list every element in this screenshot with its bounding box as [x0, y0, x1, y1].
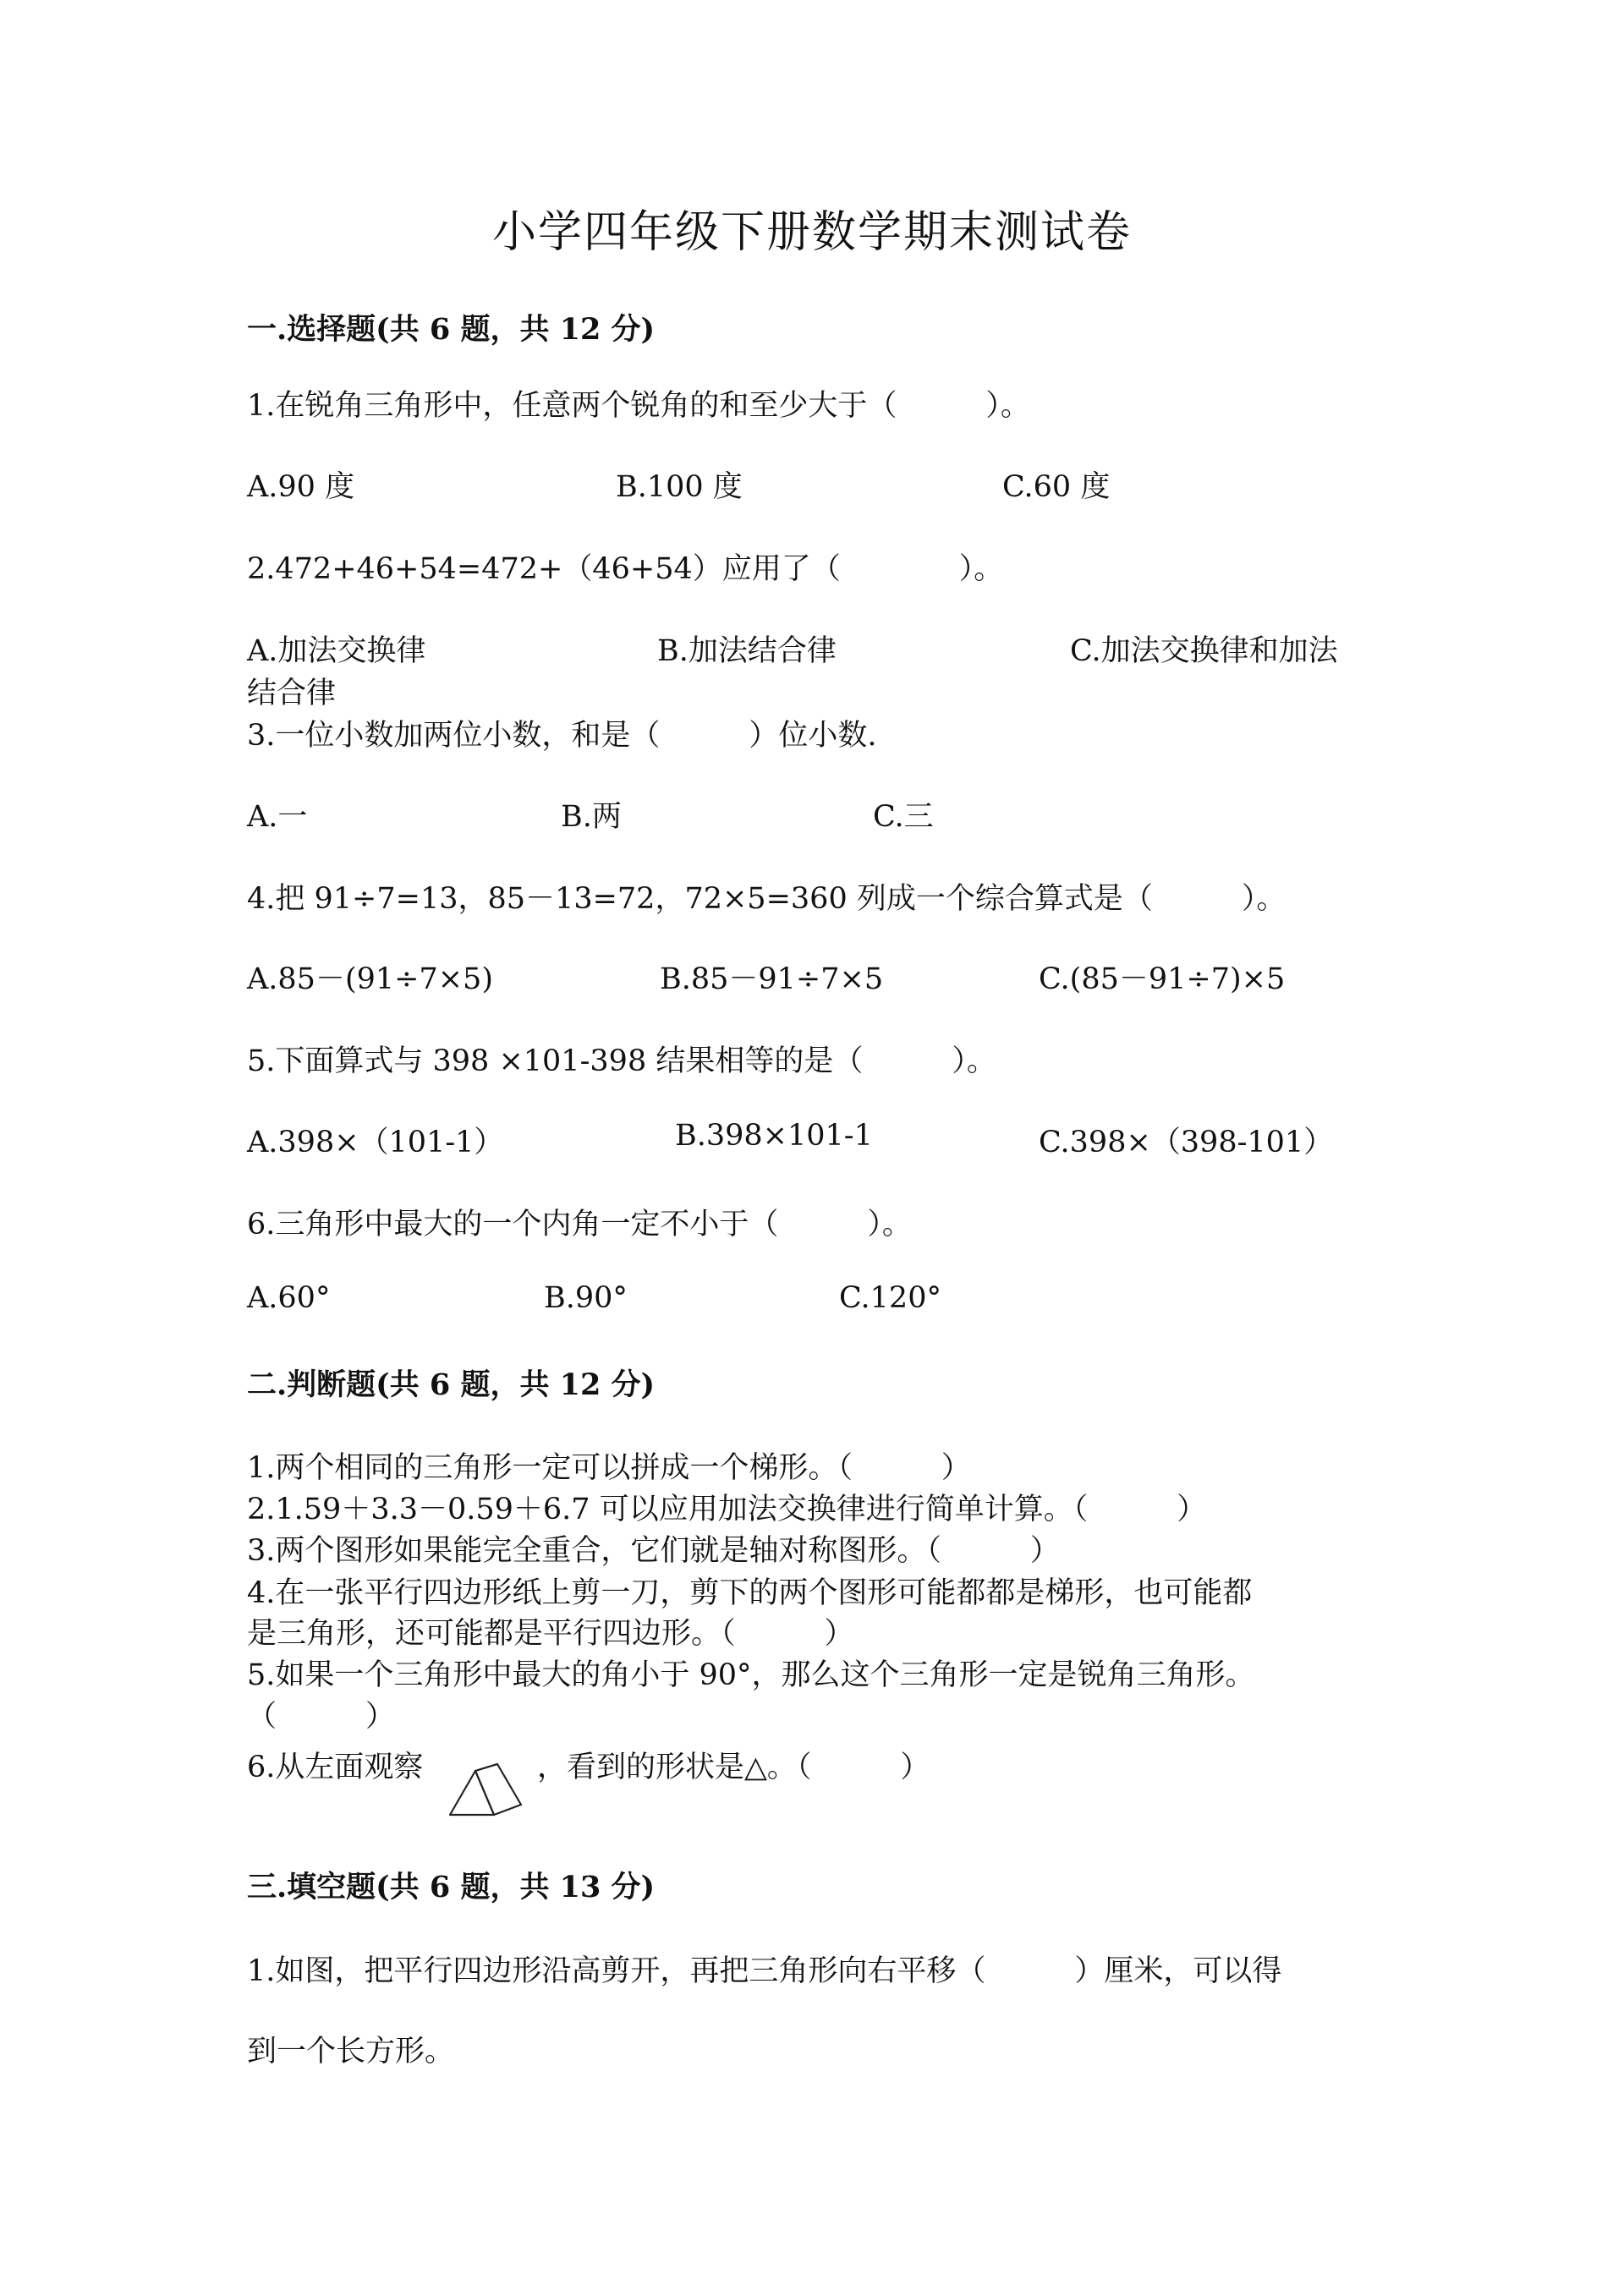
option-c: C.(85－91÷7)×5	[1039, 962, 1286, 996]
option-b: B.398×101-1	[675, 1119, 873, 1153]
question-text: 5.下面算式与 398 ×101-398 结果相等的是（ ）。	[247, 1044, 996, 1078]
option-b: B.85－91÷7×5	[660, 962, 884, 996]
option-b: B.加法结合律	[657, 634, 837, 668]
option-c-wrap: 结合律	[247, 677, 337, 710]
judgement-item-wrap: 是三角形，还可能都是平行四边形。（ ）	[247, 1617, 854, 1651]
option-a: A.398×（101-1）	[247, 1126, 504, 1159]
section-heading-choice: 一.选择题(共 6 题，共 12 分)	[247, 312, 656, 347]
option-a: A.加法交换律	[247, 634, 426, 668]
option-b: B.90°	[544, 1281, 628, 1315]
option-c: C.398×（398-101）	[1039, 1126, 1334, 1159]
question-text: 2.472+46+54=472+（46+54）应用了（ ）。	[247, 552, 1004, 586]
question-text: 3.一位小数加两位小数，和是（ ）位小数.	[247, 719, 877, 753]
option-a: A.85－(91÷7×5)	[247, 962, 493, 996]
judgement-item: 3.两个图形如果能完全重合，它们就是轴对称图形。（ ）	[247, 1534, 1060, 1568]
judgement-item-wrap: （ ）	[247, 1700, 396, 1734]
judgement-item-continuation: ，看到的形状是△。（ ）	[537, 1751, 930, 1784]
question-text: 4.把 91÷7=13，85－13=72，72×5=360 列成一个综合算式是（ ）。	[247, 882, 1287, 916]
judgement-item: 1.两个相同的三角形一定可以拼成一个梯形。（ ）	[247, 1451, 971, 1485]
fill-in-item-wrap: 到一个长方形。	[247, 2035, 455, 2069]
judgement-item: 2.1.59＋3.3－0.59＋6.7 可以应用加法交换律进行简单计算。（ ）	[247, 1493, 1207, 1526]
question-text: 6.三角形中最大的一个内角一定不小于（ ）。	[247, 1208, 912, 1241]
page-title: 小学四年级下册数学期末测试卷	[491, 207, 1132, 258]
option-a: A.90 度	[247, 470, 355, 504]
judgement-item: 6.从左面观察	[247, 1751, 424, 1784]
option-c: C.三	[873, 800, 934, 834]
judgement-item: 4.在一张平行四边形纸上剪一刀，剪下的两个图形可能都都是梯形，也可能都	[247, 1576, 1253, 1610]
fill-in-item: 1.如图，把平行四边形沿高剪开，再把三角形向右平移（ ）厘米，可以得	[247, 1954, 1282, 1988]
option-c: C.120°	[839, 1281, 941, 1315]
section-heading-true-false: 二.判断题(共 6 题，共 12 分)	[247, 1367, 656, 1402]
option-b: B.100 度	[616, 470, 743, 504]
triangular-prism-figure-icon	[447, 1761, 524, 1818]
question-text: 1.在锐角三角形中，任意两个锐角的和至少大于（ ）。	[247, 389, 1030, 423]
option-c: C.60 度	[1002, 470, 1111, 504]
option-a: A.60°	[247, 1281, 331, 1315]
option-b: B.两	[561, 800, 622, 834]
section-heading-fill-in: 三.填空题(共 6 题，共 13 分)	[247, 1870, 656, 1904]
option-c: C.加法交换律和加法	[1070, 634, 1338, 668]
option-a: A.一	[247, 800, 308, 834]
judgement-item: 5.如果一个三角形中最大的角小于 90°，那么这个三角形一定是锐角三角形。	[247, 1658, 1255, 1692]
